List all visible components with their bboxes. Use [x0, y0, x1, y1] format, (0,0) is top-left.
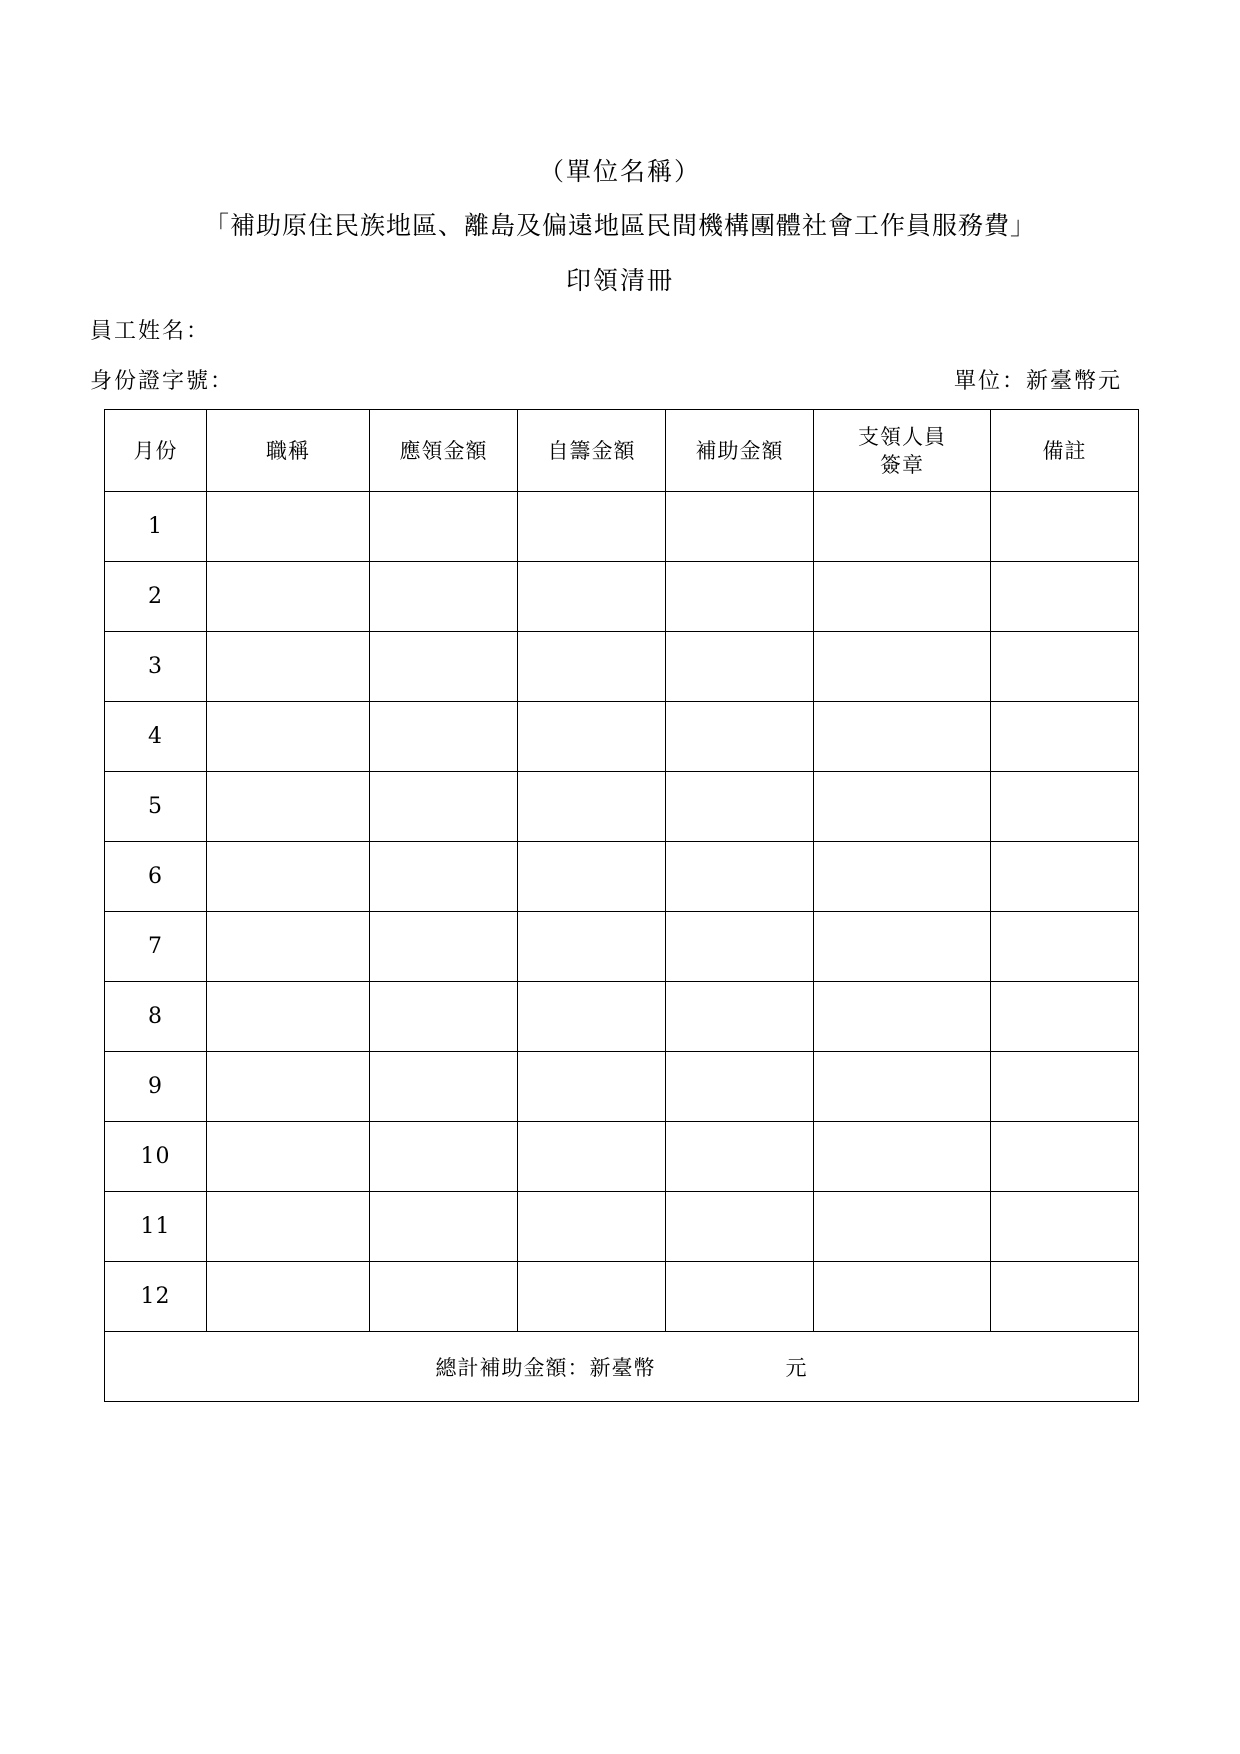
ledger-body	[105, 492, 1139, 1332]
header-signature-line-2: 簽章	[880, 452, 924, 477]
signature-cell[interactable]	[814, 492, 991, 562]
payable-amount-cell[interactable]	[370, 1122, 518, 1192]
job-title-cell[interactable]	[207, 1192, 370, 1262]
self-funded-amount-cell[interactable]	[518, 912, 666, 982]
signature-cell[interactable]	[814, 1262, 991, 1332]
self-funded-amount-cell[interactable]	[518, 842, 666, 912]
remarks-cell[interactable]	[991, 1192, 1139, 1262]
subsidy-amount-cell[interactable]	[666, 912, 814, 982]
payable-amount-cell[interactable]	[370, 982, 518, 1052]
subsidy-amount-cell[interactable]	[666, 772, 814, 842]
total-suffix: 元	[785, 1355, 808, 1380]
remarks-cell[interactable]	[991, 562, 1139, 632]
payment-ledger-table	[104, 409, 1139, 1402]
self-funded-amount-cell[interactable]	[518, 562, 666, 632]
table-row	[105, 1052, 1139, 1122]
table-row	[105, 1122, 1139, 1192]
job-title-cell[interactable]	[207, 562, 370, 632]
unit-name: （單位名稱）	[538, 157, 701, 186]
signature-cell[interactable]	[814, 1192, 991, 1262]
job-title-cell[interactable]	[207, 702, 370, 772]
month-cell: 6	[105, 842, 207, 912]
month-cell: 5	[105, 772, 207, 842]
header-subsidy-amount: 補助金額	[666, 410, 814, 492]
job-title-cell[interactable]	[207, 912, 370, 982]
month-cell: 8	[105, 982, 207, 1052]
table-header-row	[105, 410, 1139, 492]
table-row	[105, 772, 1139, 842]
header-signature-line-1: 支領人員	[858, 424, 946, 449]
self-funded-amount-cell[interactable]	[518, 982, 666, 1052]
header-month: 月份	[105, 410, 207, 492]
signature-cell[interactable]	[814, 1122, 991, 1192]
total-label: 總計補助金額：新臺幣	[435, 1355, 656, 1380]
header-remarks: 備註	[991, 410, 1139, 492]
payable-amount-cell[interactable]	[370, 1052, 518, 1122]
self-funded-amount-cell[interactable]	[518, 1192, 666, 1262]
signature-cell[interactable]	[814, 632, 991, 702]
subsidy-amount-cell[interactable]	[666, 1052, 814, 1122]
signature-cell[interactable]	[814, 1052, 991, 1122]
table-row	[105, 702, 1139, 772]
total-row	[105, 1332, 1139, 1402]
header-signature	[814, 410, 991, 492]
job-title-cell[interactable]	[207, 842, 370, 912]
payable-amount-cell[interactable]	[370, 562, 518, 632]
remarks-cell[interactable]	[991, 1122, 1139, 1192]
remarks-cell[interactable]	[991, 632, 1139, 702]
subsidy-amount-cell[interactable]	[666, 1192, 814, 1262]
month-cell: 11	[105, 1192, 207, 1262]
table-row	[105, 562, 1139, 632]
remarks-cell[interactable]	[991, 982, 1139, 1052]
signature-cell[interactable]	[814, 982, 991, 1052]
month-cell: 9	[105, 1052, 207, 1122]
job-title-cell[interactable]	[207, 632, 370, 702]
job-title-cell[interactable]	[207, 772, 370, 842]
signature-cell[interactable]	[814, 702, 991, 772]
job-title-cell[interactable]	[207, 492, 370, 562]
payable-amount-cell[interactable]	[370, 772, 518, 842]
total-cell	[105, 1332, 1139, 1402]
table-row	[105, 842, 1139, 912]
job-title-cell[interactable]	[207, 1262, 370, 1332]
month-cell: 4	[105, 702, 207, 772]
signature-cell[interactable]	[814, 772, 991, 842]
employee-name-label: 員工姓名：	[90, 319, 211, 344]
remarks-cell[interactable]	[991, 492, 1139, 562]
payable-amount-cell[interactable]	[370, 912, 518, 982]
table-row	[105, 492, 1139, 562]
self-funded-amount-cell[interactable]	[518, 1122, 666, 1192]
payable-amount-cell[interactable]	[370, 632, 518, 702]
remarks-cell[interactable]	[991, 772, 1139, 842]
month-cell: 7	[105, 912, 207, 982]
subsidy-amount-cell[interactable]	[666, 1262, 814, 1332]
self-funded-amount-cell[interactable]	[518, 702, 666, 772]
subsidy-amount-cell[interactable]	[666, 492, 814, 562]
header-job-title: 職稱	[207, 410, 370, 492]
remarks-cell[interactable]	[991, 912, 1139, 982]
self-funded-amount-cell[interactable]	[518, 492, 666, 562]
table-row	[105, 1262, 1139, 1332]
id-number-label: 身份證字號：	[90, 369, 235, 394]
subsidy-amount-cell[interactable]	[666, 982, 814, 1052]
document-title: 「補助原住民族地區、離島及偏遠地區民間機構團體社會工作員服務費」	[203, 211, 1036, 240]
month-cell: 1	[105, 492, 207, 562]
remarks-cell[interactable]	[991, 1262, 1139, 1332]
header-self-funded-amount: 自籌金額	[518, 410, 666, 492]
month-cell: 2	[105, 562, 207, 632]
table-row	[105, 912, 1139, 982]
subsidy-amount-cell[interactable]	[666, 632, 814, 702]
subsidy-amount-cell[interactable]	[666, 1122, 814, 1192]
signature-cell[interactable]	[814, 842, 991, 912]
job-title-cell[interactable]	[207, 1122, 370, 1192]
month-cell: 3	[105, 632, 207, 702]
remarks-cell[interactable]	[991, 1052, 1139, 1122]
payable-amount-cell[interactable]	[370, 1192, 518, 1262]
payable-amount-cell[interactable]	[370, 1262, 518, 1332]
payable-amount-cell[interactable]	[370, 842, 518, 912]
subsidy-amount-cell[interactable]	[666, 562, 814, 632]
document-subtitle: 印領清冊	[565, 266, 674, 295]
table-row	[105, 982, 1139, 1052]
table-row	[105, 632, 1139, 702]
self-funded-amount-cell[interactable]	[518, 632, 666, 702]
subsidy-amount-cell[interactable]	[666, 702, 814, 772]
remarks-cell[interactable]	[991, 702, 1139, 772]
job-title-cell[interactable]	[207, 1052, 370, 1122]
currency-unit: 單位：新臺幣元	[953, 369, 1122, 394]
month-cell: 12	[105, 1262, 207, 1332]
table-row	[105, 1192, 1139, 1262]
self-funded-amount-cell[interactable]	[518, 1262, 666, 1332]
job-title-cell[interactable]	[207, 982, 370, 1052]
self-funded-amount-cell[interactable]	[518, 772, 666, 842]
signature-cell[interactable]	[814, 912, 991, 982]
signature-cell[interactable]	[814, 562, 991, 632]
self-funded-amount-cell[interactable]	[518, 1052, 666, 1122]
month-cell: 10	[105, 1122, 207, 1192]
remarks-cell[interactable]	[991, 842, 1139, 912]
subsidy-amount-cell[interactable]	[666, 842, 814, 912]
payable-amount-cell[interactable]	[370, 702, 518, 772]
header-payable-amount: 應領金額	[370, 410, 518, 492]
payable-amount-cell[interactable]	[370, 492, 518, 562]
